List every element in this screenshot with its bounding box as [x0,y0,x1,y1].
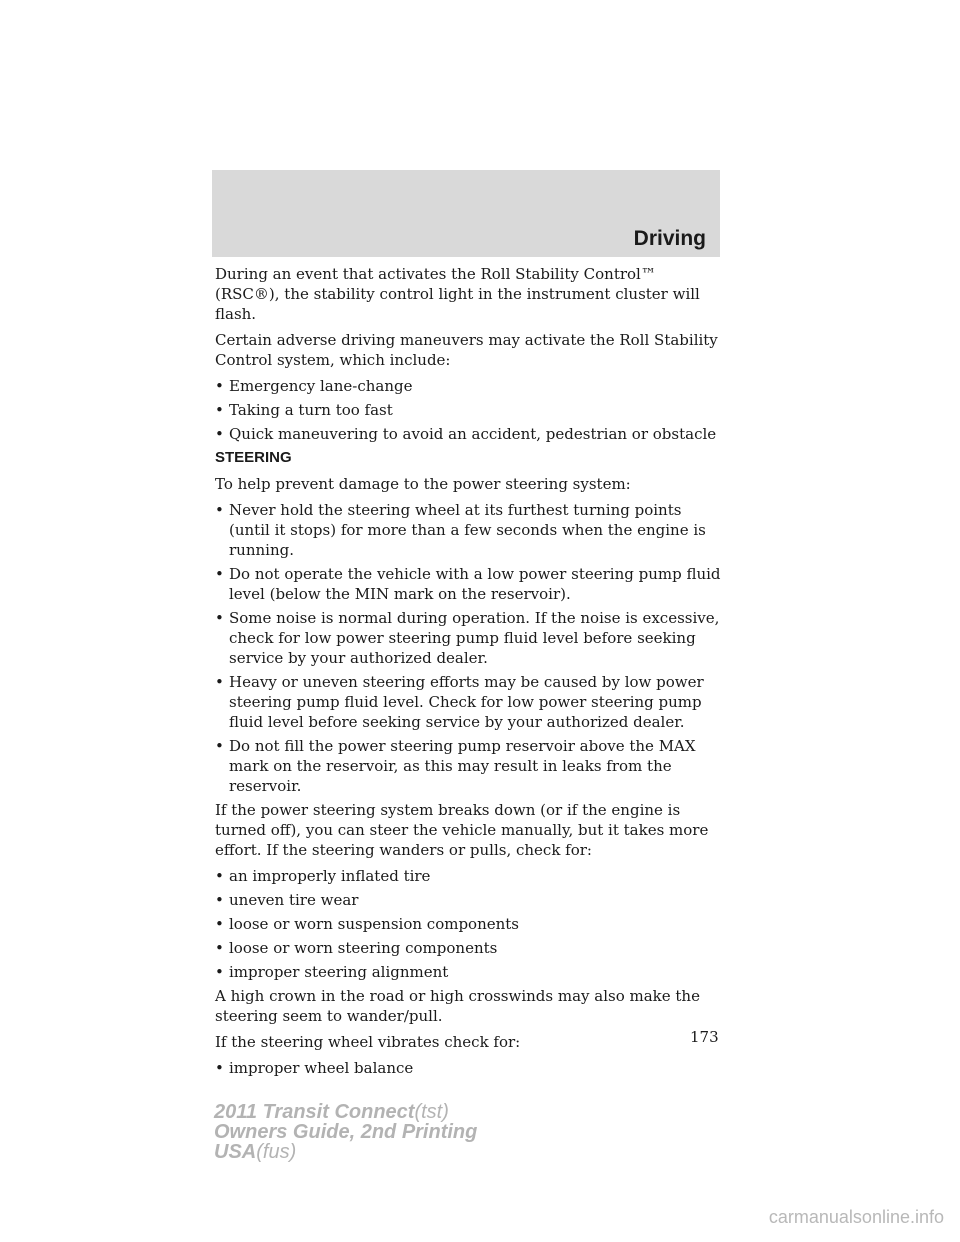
list-item: • Heavy or uneven steering efforts may be caused by low power steering pump fluid level. Check for low power steering pump fluid level before seeking service by your authorized dealer. [215,673,704,731]
page-content [215,264,725,1082]
list-item: • Never hold the steering wheel at its furthest turning points (until it stops) for more than a few seconds when the engine is running. [215,501,706,559]
rsc-paragraph: During an event that activates the Roll Stability Control™ (RSC®), the stability control light in the instrument cluster will flash. [215,265,700,323]
list-item: • uneven tire wear [215,891,359,909]
steering-tips-list [215,500,725,796]
list-item: • Do not operate the vehicle with a low power steering pump fluid level (below the MIN mark on the reservoir). [215,565,721,603]
print-footer [214,1102,477,1162]
steering-heading: STEERING [215,449,292,466]
breakdown-paragraph: If the power steering system breaks down (or if the engine is turned off), you can steer the vehicle manually, but it takes more effort. If the steering wanders or pulls, check for: [215,801,709,859]
bullet-icon: • [215,401,224,419]
vibrate-intro: If the steering wheel vibrates check for: [215,1033,521,1051]
bullet-icon: • [215,867,224,885]
footer-line-2: Owners Guide, 2nd Printing [214,1121,478,1143]
page-number: 173 [690,1028,719,1046]
wander-checks-list [215,866,725,982]
bullet-icon: • [215,915,224,933]
bullet-icon: • [215,737,224,755]
maneuvers-list [215,376,725,444]
watermark: carmanualsonline.info [768,1207,944,1227]
section-title: Driving [633,227,706,250]
bullet-icon: • [215,609,224,627]
section-header-band [212,170,720,257]
vibrate-checks-list [215,1058,725,1078]
list-item: • loose or worn steering components [215,939,498,957]
footer-line-1: 2011 Transit Connect(tst) [214,1101,449,1123]
footer-line-3: USA(fus) [214,1141,297,1163]
crosswind-paragraph: A high crown in the road or high crosswinds may also make the steering seem to wander/pull. [215,987,700,1025]
bullet-icon: • [215,963,224,981]
steering-intro: To help prevent damage to the power steering system: [215,475,631,493]
bullet-icon: • [215,501,224,519]
list-item: • loose or worn suspension components [215,915,520,933]
bullet-icon: • [215,425,224,443]
bullet-icon: • [215,1059,224,1077]
bullet-icon: • [215,891,224,909]
list-item: • Emergency lane-change [215,377,413,395]
list-item: • Do not fill the power steering pump reservoir above the MAX mark on the reservoir, as this may result in leaks from the reservoir. [215,737,696,795]
list-item: • improper wheel balance [215,1059,414,1077]
list-item: • improper steering alignment [215,963,449,981]
maneuvers-intro: Certain adverse driving maneuvers may activate the Roll Stability Control system, which include: [215,331,718,369]
bullet-icon: • [215,377,224,395]
bullet-icon: • [215,673,224,691]
list-item: • Taking a turn too fast [215,401,393,419]
bullet-icon: • [215,939,224,957]
list-item: • Some noise is normal during operation. If the noise is excessive, check for low power steering pump fluid level before seeking service by your authorized dealer. [215,609,720,667]
list-item: • Quick maneuvering to avoid an accident, pedestrian or obstacle [215,425,717,443]
list-item: • an improperly inflated tire [215,867,431,885]
bullet-icon: • [215,565,224,583]
